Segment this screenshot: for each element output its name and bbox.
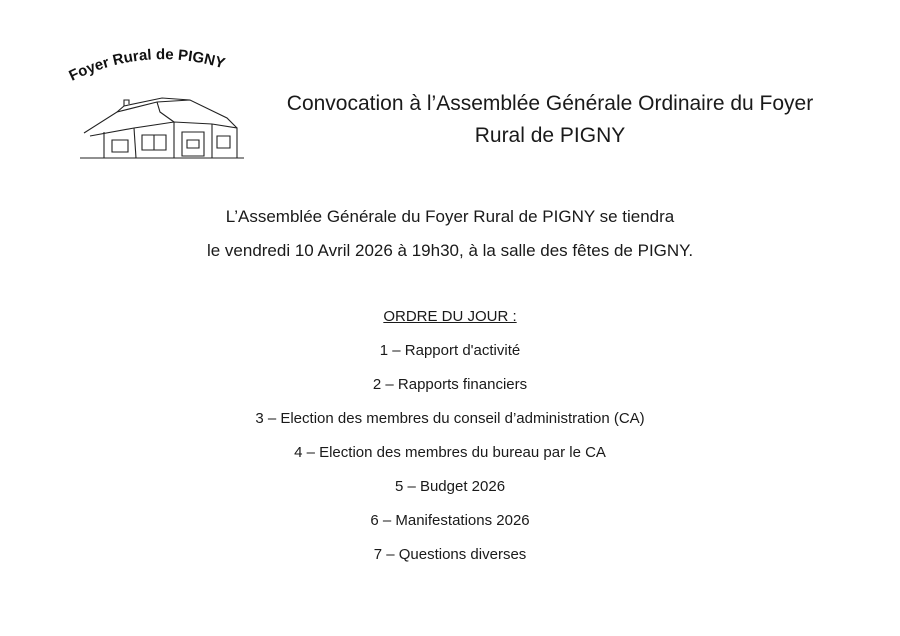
agenda-item: 1 – Rapport d'activité <box>379 342 521 359</box>
logo-text: Foyer Rural de PIGNY <box>66 46 227 85</box>
agenda-item: 5 – Budget 2026 <box>394 478 506 495</box>
title-line-2: Rural de PIGNY <box>474 124 626 147</box>
agenda-item: 4 – Election des membres du bureau par le CA <box>294 444 606 461</box>
agenda-item: 2 – Rapports financiers <box>372 376 528 393</box>
title-line-1: Convocation à l’Assemblée Générale Ordinaire du Foyer <box>286 92 814 115</box>
intro-paragraph <box>0 200 900 268</box>
page-title <box>250 88 850 152</box>
agenda-heading: ORDRE DU JOUR : <box>383 308 517 325</box>
agenda-item: 6 – Manifestations 2026 <box>370 512 530 529</box>
agenda-item: 7 – Questions diverses <box>373 546 527 563</box>
intro-line-2: le vendredi 10 Avril 2026 à 19h30, à la salle des fêtes de PIGNY. <box>206 241 694 260</box>
intro-line-1: L’Assemblée Générale du Foyer Rural de PIGNY se tiendra <box>225 207 675 226</box>
house-drawing-icon <box>62 40 247 165</box>
agenda <box>0 300 900 572</box>
agenda-item: 3 – Election des membres du conseil d’administration (CA) <box>255 410 645 427</box>
logo <box>62 40 247 165</box>
